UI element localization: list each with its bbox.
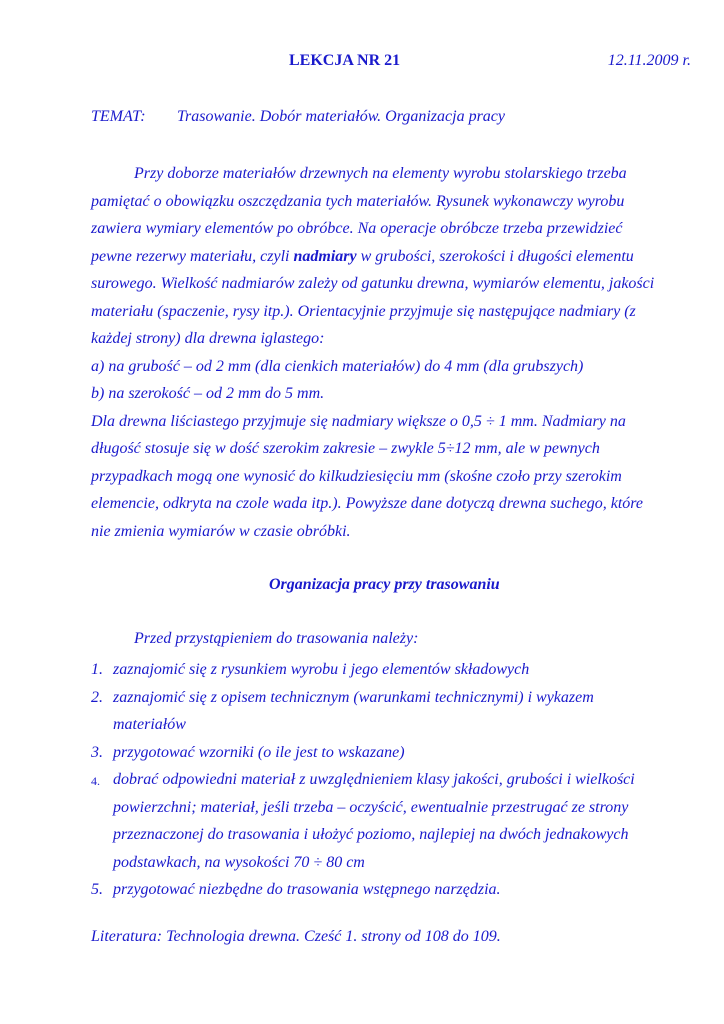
emphasis-term: nadmiary — [293, 247, 357, 265]
list-item-text: materiałów — [113, 716, 186, 733]
paragraph-line: nie zmienia wymiarów w czasie obróbki. — [91, 522, 351, 540]
list-number: 2. — [91, 688, 103, 706]
section-heading: Organizacja pracy przy trasowaniu — [269, 576, 500, 593]
numbered-list — [91, 656, 711, 904]
paragraph-line: Dla drewna liściastego przyjmuje się nadmiary większe o 0,5 ÷ 1 mm. Nadmiary na — [91, 412, 626, 430]
paragraph-line: długość stosuje się w dość szerokim zakresie – zwykle 5÷12 mm, ale w pewnych — [91, 440, 600, 457]
list-number: 5. — [91, 881, 103, 898]
list-item-text: podstawkach, na wysokości 70 ÷ 80 cm — [113, 853, 365, 871]
paragraph-line: elemencie, odkryta na czole wada itp.). Powyższe dane dotyczą drewna suchego, które — [91, 495, 644, 512]
list-item — [91, 684, 711, 739]
list-item-text: powierzchni; materiał, jeśli trzeba – oczyścić, ewentualnie przestrugać ze strony — [113, 798, 629, 816]
paragraph-line: materiału (spaczenie, rysy itp.). Orientacyjnie przyjmuje się następujące nadmiary (z — [91, 302, 636, 320]
list-item — [91, 876, 711, 904]
list-item-text: przeznaczonej do trasowania i ułożyć poziomo, najlepiej na dwóch jednakowych — [113, 826, 629, 843]
paragraph-text: w grubości, szerokości i długości elementu — [356, 247, 634, 265]
list-number: 1. — [91, 661, 103, 678]
paragraph-line-with-emphasis — [91, 243, 691, 271]
list-number: 3. — [91, 743, 103, 761]
paragraph-line: b) na szerokość – od 2 mm do 5 mm. — [91, 385, 325, 402]
paragraph-line: surowego. Wielkość nadmiarów zależy od gatunku drewna, wymiarów elementu, jakości — [91, 275, 655, 292]
main-paragraph — [91, 160, 691, 545]
list-item-text: zaznajomić się z opisem technicznym (warunkami technicznymi) i wykazem — [113, 688, 594, 706]
paragraph-line: przypadkach mogą one wynosić do kilkudziesięciu mm (skośne czoło przy szerokim — [91, 467, 622, 485]
topic-text: Trasowanie. Dobór materiałów. Organizacja pracy — [177, 108, 506, 125]
list-item — [91, 656, 711, 684]
paragraph-line: każdej strony) dla drewna iglastego: — [91, 330, 325, 347]
lesson-title: LEKCJA NR 21 — [289, 52, 401, 69]
paragraph-line: a) na grubość – od 2 mm (dla cienkich materiałów) do 4 mm (dla grubszych) — [91, 357, 584, 375]
paragraph-line: Przy doborze materiałów drzewnych na elementy wyrobu stolarskiego trzeba — [134, 165, 627, 182]
list-item — [91, 766, 711, 876]
literature-reference: Literatura: Technologia drewna. Cześć 1. strony od 108 do 109. — [91, 928, 501, 945]
paragraph-line: pamiętać o obowiązku oszczędzania tych materiałów. Rysunek wykonawczy wyrobu — [91, 192, 625, 210]
topic-label: TEMAT: — [91, 108, 146, 125]
list-item — [91, 739, 711, 767]
paragraph-text: pewne rezerwy materiału, czyli — [91, 247, 294, 265]
paragraph-line: zawiera wymiary elementów po obróbce. Na operacje obróbcze trzeba przewidzieć — [91, 220, 623, 237]
list-item-text: dobrać odpowiedni materiał z uwzględnieniem klasy jakości, grubości i wielkości — [113, 771, 635, 788]
list-item-text: przygotować niezbędne do trasowania wstępnego narzędzia. — [113, 881, 501, 898]
list-item-text: zaznajomić się z rysunkiem wyrobu i jego elementów składowych — [113, 661, 530, 678]
list-number: 4. — [91, 774, 100, 788]
list-item-text: przygotować wzorniki (o ile jest to wskazane) — [113, 743, 405, 761]
lesson-date: 12.11.2009 r. — [607, 52, 691, 69]
section-intro: Przed przystąpieniem do trasowania należy: — [134, 630, 419, 647]
